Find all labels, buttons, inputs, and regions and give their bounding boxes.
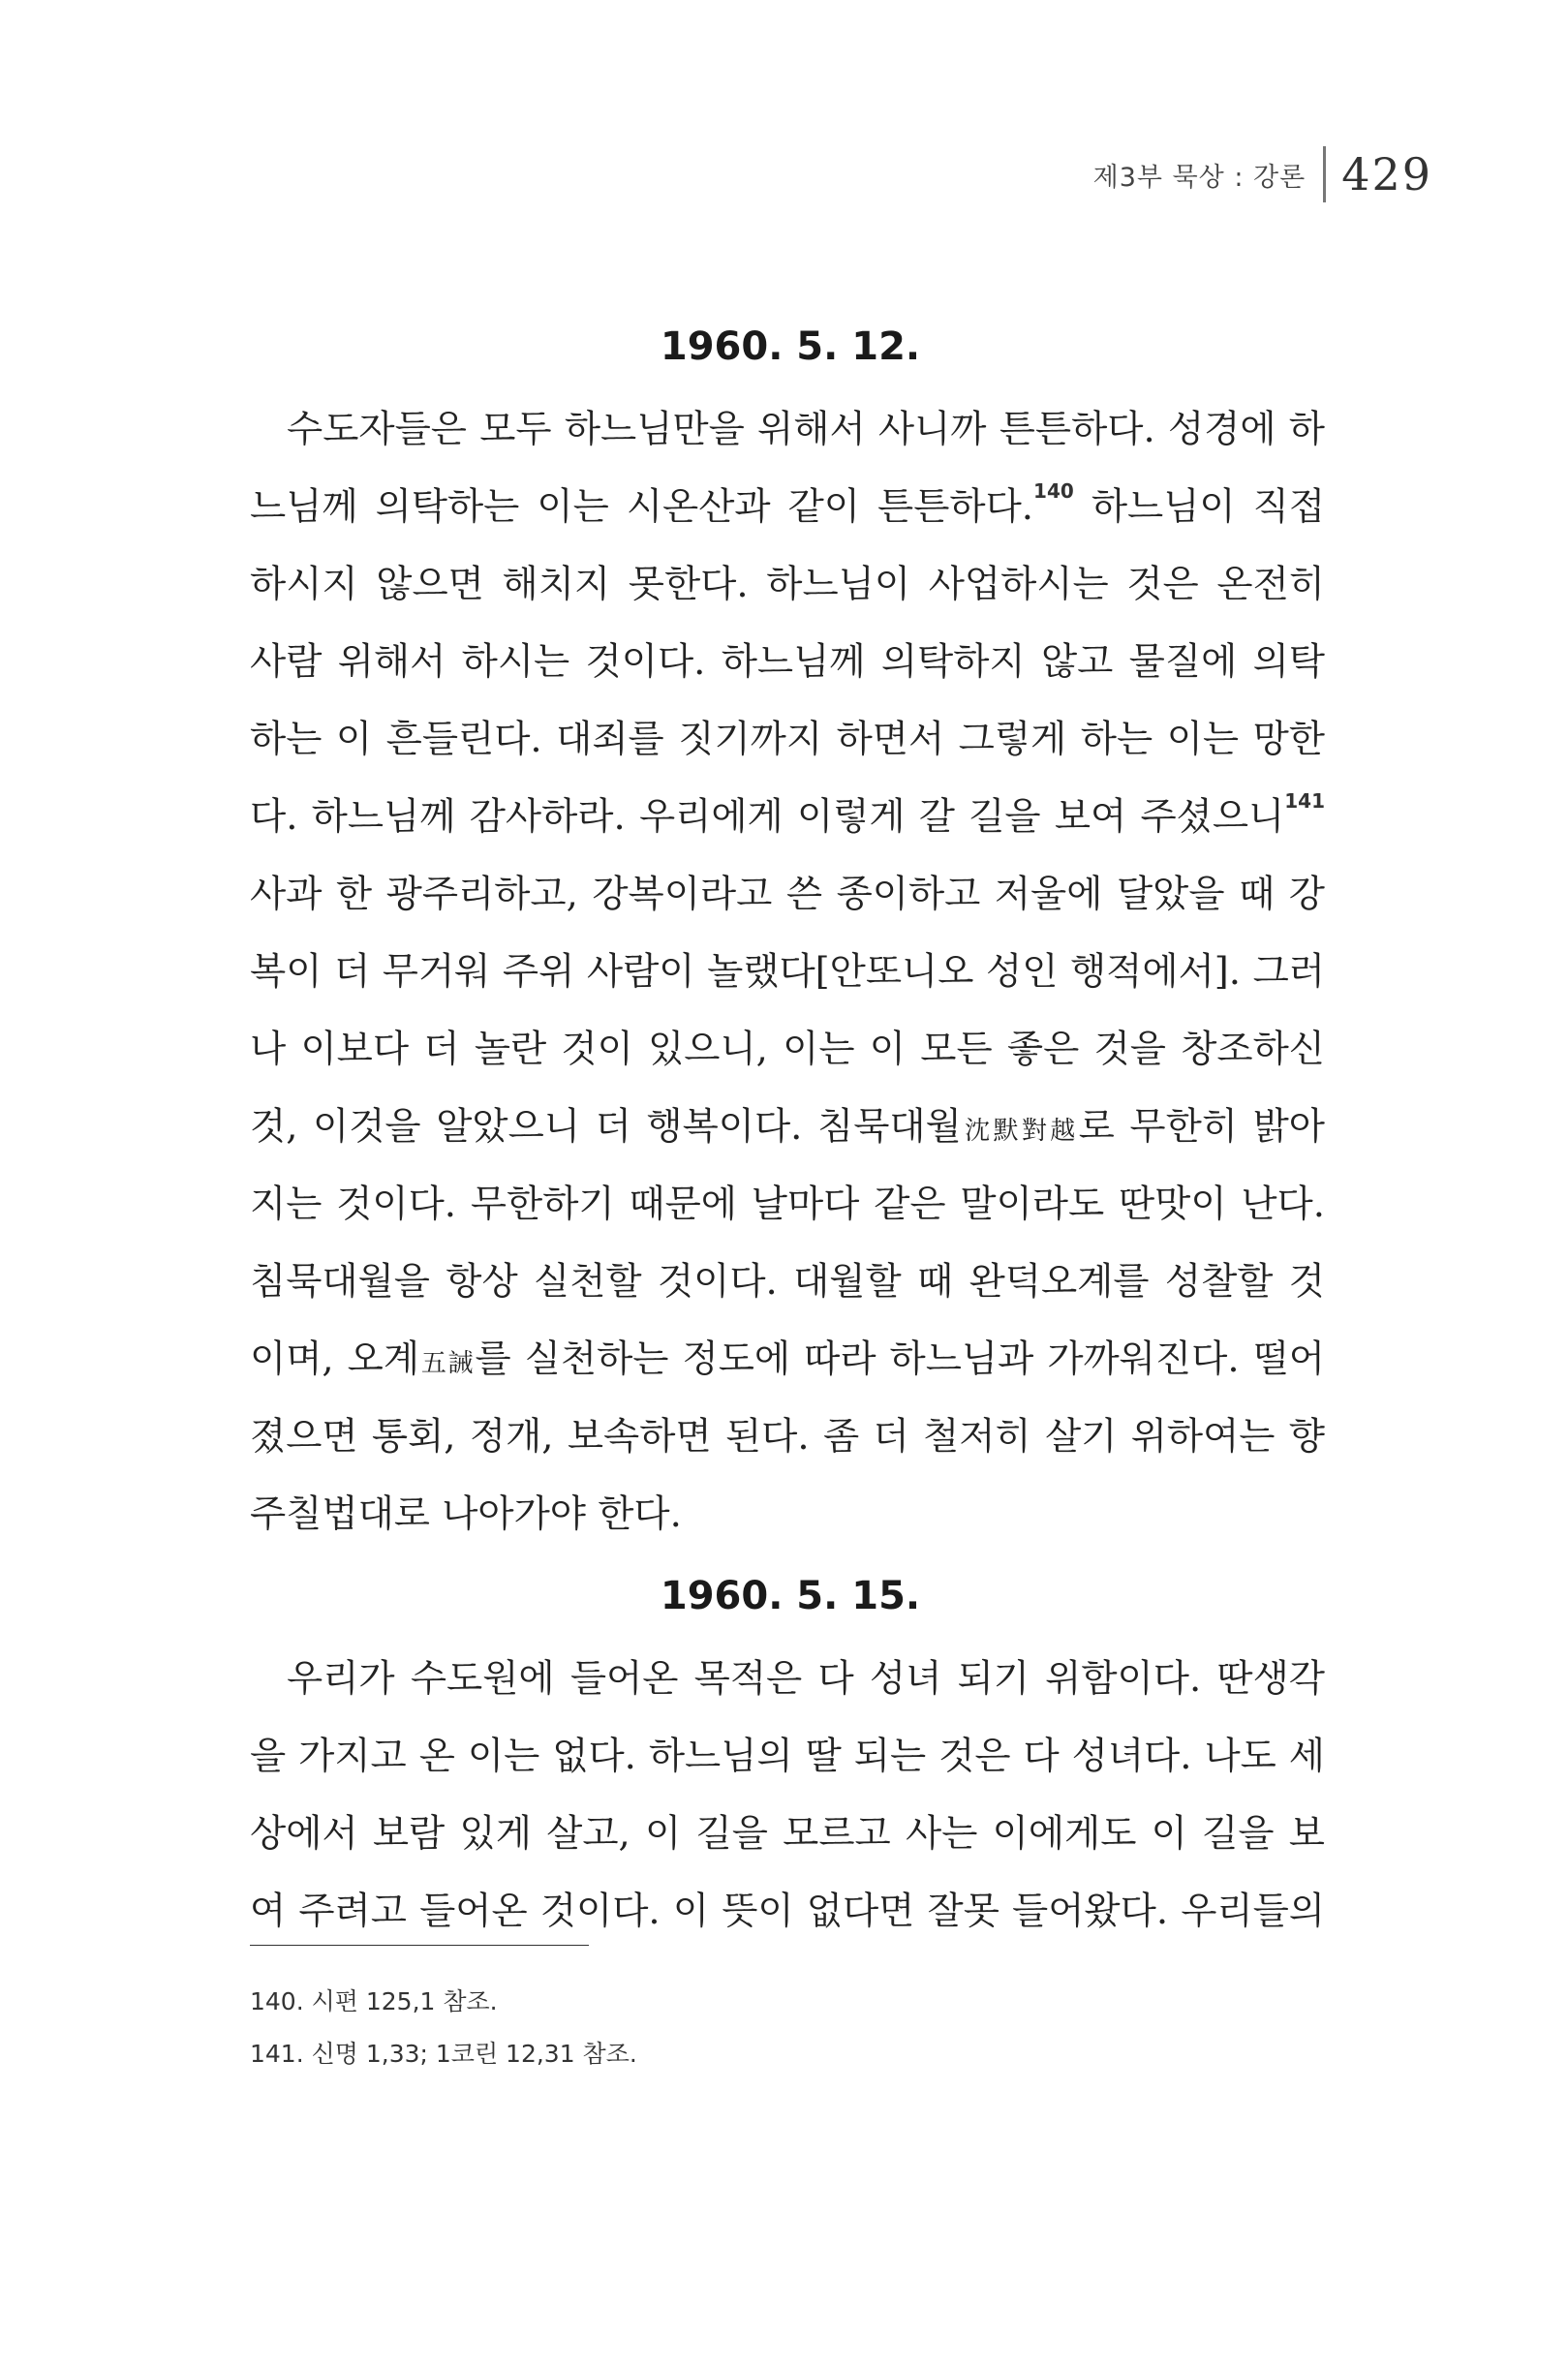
text-line: 느님께 의탁하는 이는 시온산과 같이 튼튼하다.$^{140}$ 하느님이 직접: [250, 479, 1326, 529]
text-line: 수도자들은 모두 하느님만을 위해서 사니까 튼튼하다. 성경에 하: [287, 408, 1325, 451]
entry-body: [250, 1641, 1325, 1951]
footnotes: [250, 1976, 637, 2080]
page-number: 429: [1341, 148, 1432, 200]
text-line: 사과 한 광주리하고, 강복이라고 쓴 종이하고 저울에 달았을 때 강: [250, 873, 1325, 916]
text-line: 졌으면 통회, 정개, 보속하면 된다. 좀 더 철저히 살기 위하여는 향: [250, 1415, 1325, 1459]
text-line: 다. 하느님께 감사하라. 우리에게 이렇게 갈 길을 보여 주셨으니$^{141}$: [250, 789, 1325, 839]
hanja-gloss: 沈默對越: [961, 1117, 1079, 1146]
header-part-title: 제3부 묵상 : 강론: [1092, 162, 1307, 193]
text-line: 하시지 않으면 해치지 못한다. 하느님이 사업하시는 것은 온전히: [250, 563, 1325, 606]
text-line: 여 주려고 들어온 것이다. 이 뜻이 없다면 잘못 들어왔다. 우리들의: [250, 1890, 1325, 1933]
footnote-divider: [250, 1945, 589, 1946]
entry-body: [250, 391, 1325, 1553]
footnote-140: 140. 시편 125,1 참조.: [250, 1987, 498, 2015]
footnote-141: 141. 신명 1,33; 1코린 12,31 참조.: [250, 2040, 637, 2068]
entry-1960-5-12: [250, 318, 1325, 1553]
entry-1960-5-15: [250, 1567, 1325, 1951]
entry-date: 1960. 5. 15.: [660, 1574, 921, 1618]
entry-date: 1960. 5. 12.: [660, 324, 921, 369]
text-line: 침묵대월을 항상 실천할 것이다. 대월할 때 완덕오계를 성찰할 것: [250, 1260, 1325, 1304]
text-line: 을 가지고 온 이는 없다. 하느님의 딸 되는 것은 다 성녀다. 나도 세: [250, 1735, 1325, 1778]
hanja-gloss: 五誡: [419, 1349, 476, 1378]
header-divider: [1323, 146, 1326, 202]
text-line: 주칠법대로 나아가야 한다.: [250, 1492, 682, 1536]
text-line: 지는 것이다. 무한하기 때문에 날마다 같은 말이라도 딴맛이 난다.: [250, 1183, 1325, 1226]
text-line: 사람 위해서 하시는 것이다. 하느님께 의탁하지 않고 물질에 의탁: [250, 640, 1325, 684]
text-line: 우리가 수도원에 들어온 목적은 다 성녀 되기 위함이다. 딴생각: [287, 1657, 1325, 1701]
text-line: 것, 이것을 알았으니 더 행복이다. 침묵대월沈默對越로 무한히 밝아: [250, 1105, 1325, 1149]
footnote-ref-141: 141: [1284, 789, 1325, 813]
text-line: 상에서 보람 있게 살고, 이 길을 모르고 사는 이에게도 이 길을 보: [250, 1812, 1325, 1856]
footnote-ref-140: 140: [1033, 479, 1074, 503]
running-header: [1093, 145, 1432, 203]
text-line: 이며, 오계五誡를 실천하는 정도에 따라 하느님과 가까워진다. 떨어: [250, 1338, 1325, 1381]
text-line: 나 이보다 더 놀란 것이 있으니, 이는 이 모든 좋은 것을 창조하신: [250, 1028, 1325, 1071]
text-line: 복이 더 무거워 주위 사람이 놀랬다[안또니오 성인 행적에서]. 그러: [250, 950, 1325, 994]
text-line: 하는 이 흔들린다. 대죄를 짓기까지 하면서 그렇게 하는 이는 망한: [250, 718, 1325, 761]
